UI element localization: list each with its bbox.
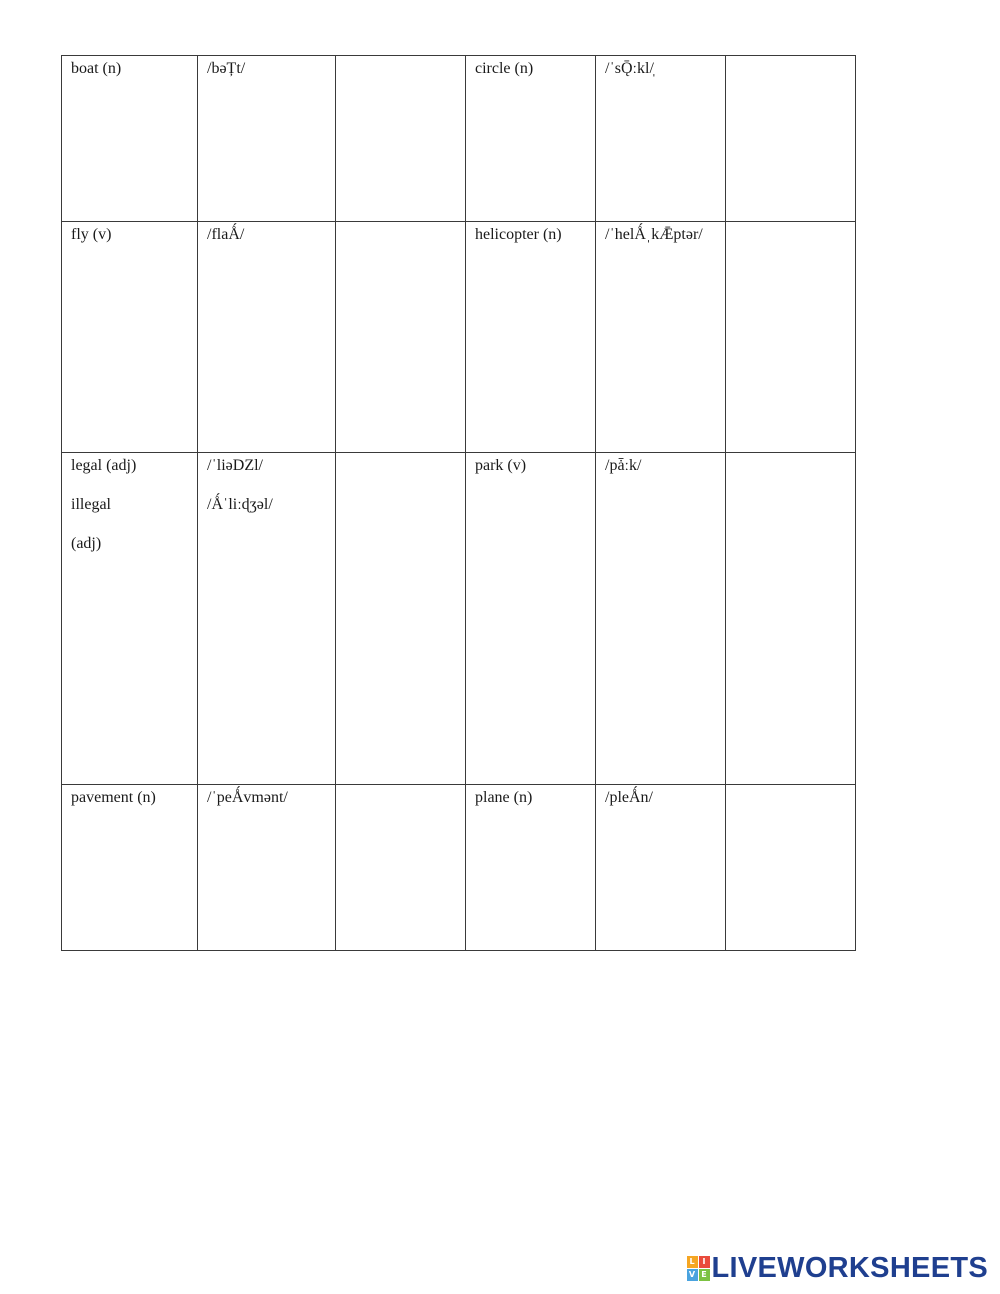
pronunciation-text: /flaǺ/ [207,226,245,243]
word-cell [62,453,198,785]
word-text: helicopter (n) [475,226,562,243]
logo-mark-icon [687,1256,710,1281]
word-cell [62,222,198,453]
table-row [62,222,856,453]
pronunciation-text: /ˈpeǺvmənt/ [207,789,288,806]
table-row [62,453,856,785]
pronunciation-text: /pǡːk/ [605,457,642,474]
word-cell [62,785,198,951]
answer-cell[interactable] [726,222,856,453]
vocabulary-table [61,55,856,951]
answer-cell[interactable] [726,453,856,785]
word-cell [62,56,198,222]
liveworksheets-logo [687,1251,989,1284]
answer-cell[interactable] [336,453,466,785]
word-cell [466,222,596,453]
logo-mark-letter: I [699,1256,710,1268]
logo-mark-letter: E [699,1269,710,1281]
word-text: pavement (n) [71,789,156,806]
word-cell [466,453,596,785]
word-text: plane (n) [475,789,533,806]
word-text: circle (n) [475,60,534,77]
pronunciation-cell [596,453,726,785]
word-text: legal (adj) [71,457,137,474]
logo-text: LIVEWORKSHEETS [711,1251,988,1284]
answer-cell[interactable] [336,222,466,453]
pronunciation-text: /bəȚt/ [207,60,246,77]
table-row [62,56,856,222]
pronunciation-cell [596,56,726,222]
word-text: illegal [71,496,111,513]
answer-cell[interactable] [336,56,466,222]
word-cell [466,785,596,951]
answer-cell[interactable] [726,785,856,951]
logo-mark-letter: V [687,1269,698,1281]
answer-cell[interactable] [336,785,466,951]
word-text: park (v) [475,457,527,474]
pronunciation-cell [596,222,726,453]
pronunciation-text: /pleǺn/ [605,789,653,806]
pronunciation-cell [198,785,336,951]
word-text: (adj) [71,535,102,552]
pronunciation-text: /ˈliəDZl/ [207,457,263,474]
pronunciation-text: /ˈsǬːkl/̩ [605,60,654,77]
pronunciation-text: /ˈhelǺˌkǢptər/ [605,226,703,243]
pronunciation-cell [596,785,726,951]
pronunciation-cell [198,453,336,785]
word-text: fly (v) [71,226,112,243]
logo-mark-letter: L [687,1256,698,1268]
pronunciation-cell [198,222,336,453]
pronunciation-text: /Ǻˈliːɖʒəl/ [207,496,273,513]
answer-cell[interactable] [726,56,856,222]
word-cell [466,56,596,222]
word-text: boat (n) [71,60,122,77]
pronunciation-cell [198,56,336,222]
table-row [62,785,856,951]
